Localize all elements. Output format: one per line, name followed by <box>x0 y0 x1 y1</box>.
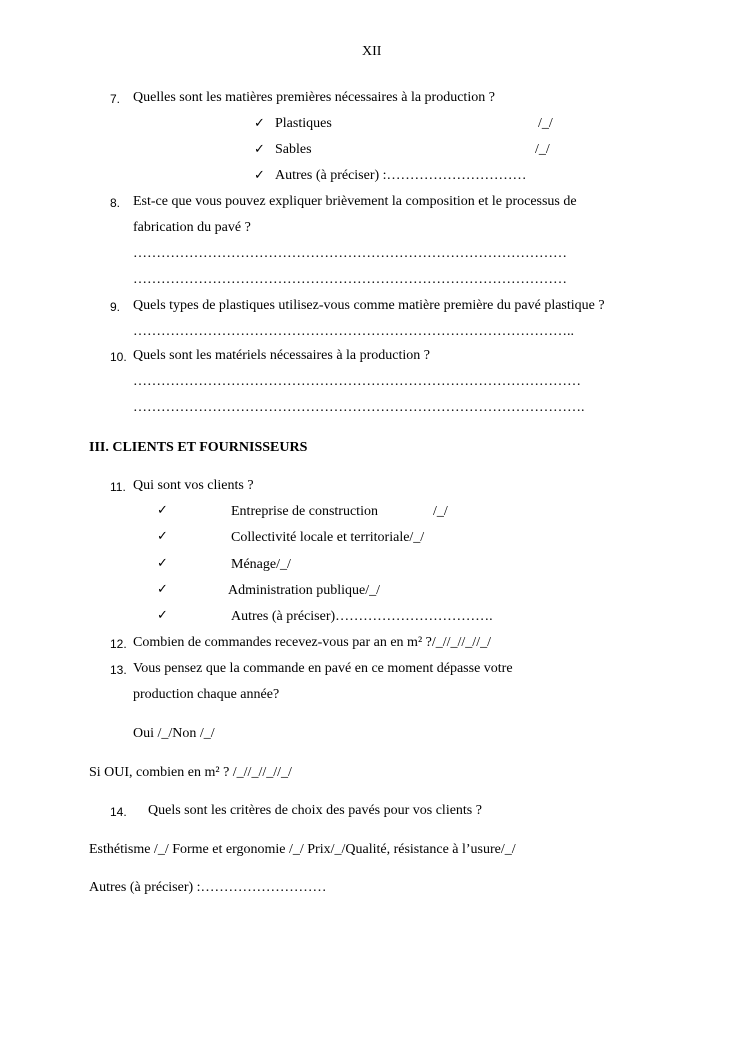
answer-line: ………………………………………………………………………………….. <box>133 324 574 339</box>
question-9-text: Quels types de plastiques utilisez-vous comme matière première du pavé plastique ? <box>133 298 605 313</box>
question-13-number: 13. <box>110 663 127 677</box>
question-14-number: 14. <box>110 805 127 819</box>
others-line: Autres (à préciser) :……………………… <box>89 880 327 895</box>
question-7-number: 7. <box>110 92 121 106</box>
question-11-number: 11. <box>110 480 126 494</box>
option-menage: Ménage/_/ <box>231 557 291 572</box>
answer-line: ……………………………………………………………………………………. <box>133 400 585 415</box>
question-9-number: 9. <box>110 300 121 314</box>
question-13-line-2: production chaque année? <box>133 687 280 702</box>
check-icon: ✓ <box>157 529 168 544</box>
question-8-number: 8. <box>110 196 121 210</box>
oui-non-answer: Oui /_/Non /_/ <box>133 726 215 741</box>
question-13-line-1: Vous pensez que la commande en pavé en ce moment dépasse votre <box>133 661 513 676</box>
answer-line: …………………………………………………………………………………… <box>133 374 581 389</box>
option-plastiques-box: /_/ <box>538 116 553 131</box>
check-icon: ✓ <box>254 168 265 183</box>
answer-line: ………………………………………………………………………………… <box>133 246 567 261</box>
check-icon: ✓ <box>157 608 168 623</box>
question-10-number: 10. <box>110 350 127 364</box>
option-sables: Sables <box>275 142 312 157</box>
question-14-text: Quels sont les critères de choix des pavés pour vos clients ? <box>148 803 482 818</box>
option-entreprise: Entreprise de construction <box>231 504 378 519</box>
si-oui-line: Si OUI, combien en m² ? /_//_//_//_/ <box>89 765 292 780</box>
option-collectivite: Collectivité locale et territoriale/_/ <box>231 530 425 545</box>
criteria-line: Esthétisme /_/ Forme et ergonomie /_/ Prix/_/Qualité, résistance à l’usure/_/ <box>89 842 516 857</box>
question-11-text: Qui sont vos clients ? <box>133 478 254 493</box>
check-icon: ✓ <box>254 116 265 131</box>
option-autres: Autres (à préciser) :………………………… <box>275 168 527 183</box>
option-entreprise-box: /_/ <box>433 504 448 519</box>
option-autres-clients: Autres (à préciser)……………………………. <box>231 609 493 624</box>
check-icon: ✓ <box>157 556 168 571</box>
option-administration: Administration publique/_/ <box>228 583 381 598</box>
check-icon: ✓ <box>157 582 168 597</box>
check-icon: ✓ <box>254 142 265 157</box>
page-number: XII <box>362 44 382 59</box>
question-12-text: Combien de commandes recevez-vous par an en m² ?/_//_//_//_/ <box>133 635 491 650</box>
question-8-line-2: fabrication du pavé ? <box>133 220 251 235</box>
answer-line: ………………………………………………………………………………… <box>133 272 567 287</box>
section-header: III. CLIENTS ET FOURNISSEURS <box>89 440 308 455</box>
option-plastiques: Plastiques <box>275 116 332 131</box>
question-7-text: Quelles sont les matières premières nécessaires à la production ? <box>133 90 495 105</box>
option-sables-box: /_/ <box>535 142 550 157</box>
check-icon: ✓ <box>157 503 168 518</box>
question-10-text: Quels sont les matériels nécessaires à la production ? <box>133 348 431 363</box>
question-12-number: 12. <box>110 637 127 651</box>
question-8-line-1: Est-ce que vous pouvez expliquer brièvement la composition et le processus de <box>133 194 577 209</box>
